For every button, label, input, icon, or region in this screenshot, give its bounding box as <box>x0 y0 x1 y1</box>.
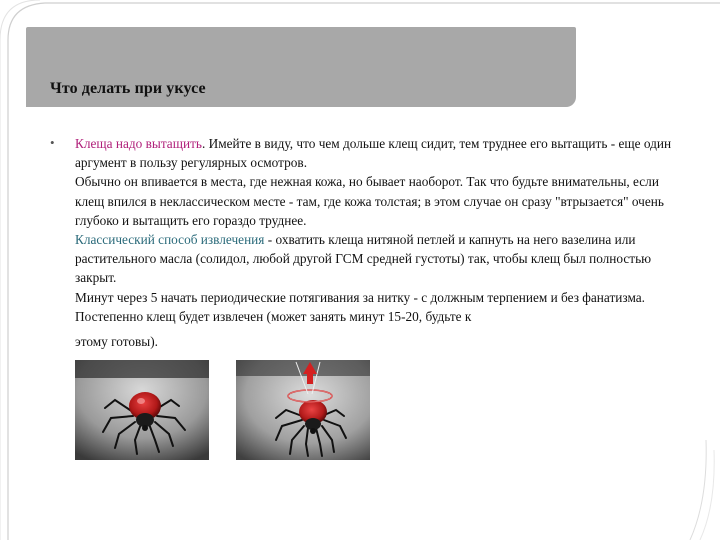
paragraph-3-text: - охватить клеща нитяной петлей и капнуть на него вазелина или растительного масла (солидол, любой другой ГСМ средней густоты) так, чтобы клещ был полностью закрыт. <box>75 232 652 286</box>
tick-on-skin-photo <box>75 360 209 460</box>
slide-body <box>75 134 675 351</box>
tick-with-thread-loop-photo <box>236 360 370 460</box>
link-classic-method[interactable]: Классический способ извлечения <box>75 232 265 248</box>
bullet-marker: • <box>50 135 55 150</box>
paragraph-1 <box>75 134 675 172</box>
paragraph-3 <box>75 230 675 288</box>
slide-title: Что делать при укусе <box>50 80 206 97</box>
paragraph-5: этому готовы). <box>75 334 158 350</box>
paragraph-4: Минут через 5 начать периодические потягивания за нитку - с должным терпением и без фанатизма. Постепенно клещ будет извлечен (может занять минут 15-20, будьте к <box>75 289 646 324</box>
paragraph-1-text: . Имейте в виду, что чем дольше клещ сидит, тем труднее его вытащить - еще один аргумент в пользу регулярных осмотров. <box>75 136 672 171</box>
link-remove-tick[interactable]: Клеща надо вытащить <box>75 136 202 151</box>
paragraph-2: Обычно он впивается в места, где нежная кожа, но бывает наоборот. Так что будьте внимательны, если клещ впился в неклассическом месте - там, где кожа толстая; в этом случае он сразу "втрызается" очень глубоко и вытащить его гораздо труднее. <box>75 174 664 228</box>
